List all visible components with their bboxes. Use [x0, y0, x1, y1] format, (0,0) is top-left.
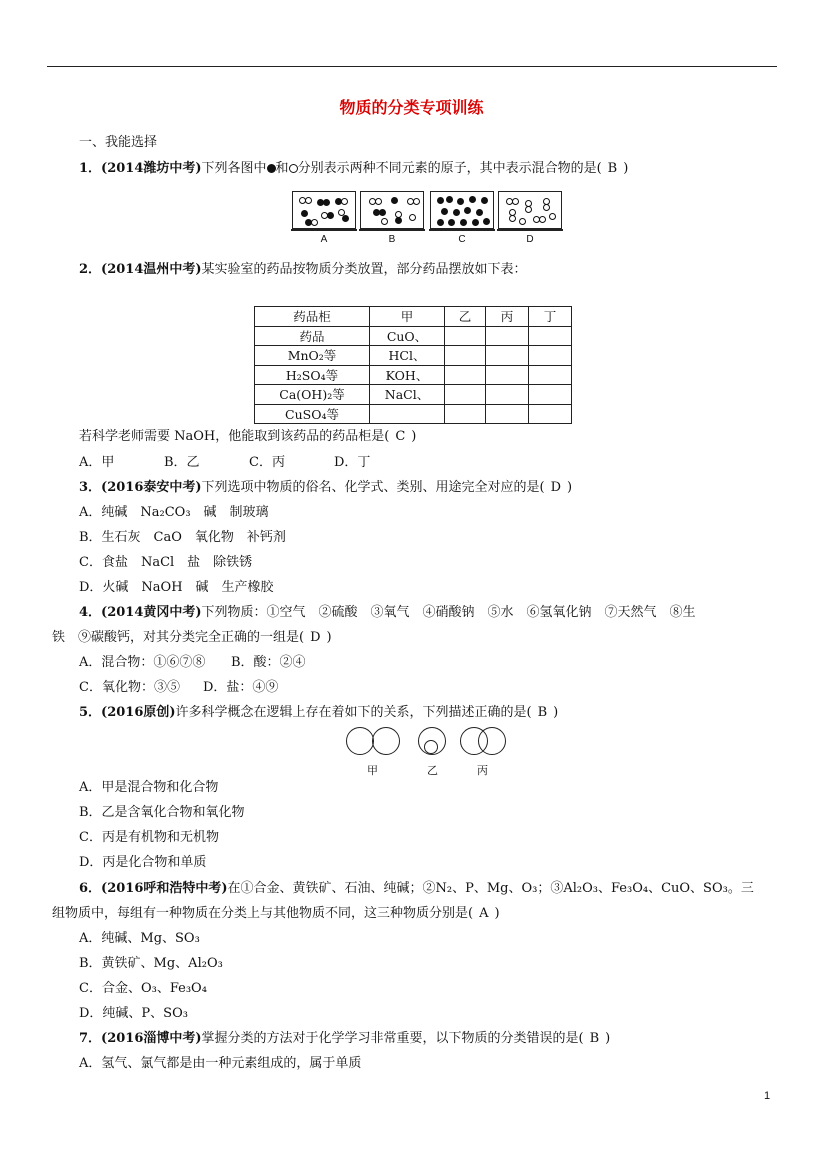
option-a: A．纯碱 Na₂CO₃ 碱 制玻璃: [79, 505, 269, 520]
question-4-options-2: C．氧化物：③⑤ D．盐：④⑨: [79, 680, 279, 695]
drug-cabinet-table: [254, 306, 572, 424]
option-d: D．火碱 NaOH 碱 生产橡胶: [79, 580, 274, 595]
answer: B: [537, 705, 548, 720]
question-3: 3．(2016泰安中考)下列选项中物质的俗名、化学式、类别、用途完全对应的是( D ): [79, 480, 573, 495]
white-atom-icon: [289, 164, 298, 173]
question-5: 5．(2016原创)许多科学概念在逻辑上存在着如下的关系，下列描述正确的是( B ): [79, 705, 559, 720]
question-source: (2014潍坊中考): [101, 161, 202, 176]
question-1: 1．(2014潍坊中考)下列各图中 和 分别表示两种不同元素的原子，其中表示混合物的是( B ): [79, 161, 629, 176]
option-c: C．合金、O₃、Fe₃O₄: [79, 981, 207, 996]
q1-figure: [292, 191, 564, 247]
option-b: B．黄铁矿、Mg、Al₂O₃: [79, 956, 223, 971]
venn-label-bing: 丙: [477, 764, 488, 777]
table-row: CuSO₄等: [255, 404, 572, 424]
answer: C: [395, 429, 406, 444]
question-2-options: A．甲 B．乙 C．丙 D．丁: [79, 455, 371, 470]
page-title: 物质的分类专项训练: [339, 98, 484, 117]
option-d: D．丙是化合物和单质: [79, 855, 207, 870]
question-2: 2．(2014温州中考)某实验室的药品按物质分类放置，部分药品摆放如下表：: [79, 262, 527, 277]
option-d: D．纯碱、P、SO₃: [79, 1006, 188, 1021]
section-heading: 一、我能选择: [79, 135, 158, 150]
figure-box-b: [360, 191, 424, 229]
page-number: 1: [764, 1090, 771, 1102]
question-4-options-1: A．混合物：①⑥⑦⑧ B．酸：②④: [79, 655, 306, 670]
answer: A: [479, 906, 489, 921]
table-row: 药品 CuO、: [255, 326, 572, 346]
option-c: C．食盐 NaCl 盐 除铁锈: [79, 555, 253, 570]
table-header-row: 药品柜 甲 乙 丙 丁: [255, 307, 572, 327]
option-a: A．氢气、氯气都是由一种元素组成的，属于单质: [79, 1056, 362, 1071]
venn-label-yi: 乙: [427, 764, 438, 777]
option-a: A．甲是混合物和化合物: [79, 780, 219, 795]
option-c: C．丙是有机物和无机物: [79, 830, 219, 845]
question-7: 7．(2016淄博中考)掌握分类的方法对于化学学习非常重要，以下物质的分类错误的是( B ): [79, 1031, 611, 1046]
question-4: 4．(2014黄冈中考)下列物质：①空气 ②硫酸 ③氧气 ④硝酸钠 ⑤水 ⑥氢氧化钠 ⑦天然气 ⑧生: [79, 605, 696, 620]
figure-label-a: A: [320, 234, 328, 245]
table-row: H₂SO₄等 KOH、: [255, 365, 572, 385]
figure-label-b: B: [388, 234, 396, 245]
question-6-cont: 组物质中，每组有一种物质在分类上与其他物质不同，这三种物质分别是( A ): [52, 906, 500, 921]
answer: B: [607, 161, 618, 176]
figure-label-d: D: [526, 234, 534, 245]
question-6: 6．(2016呼和浩特中考)在①合金、黄铁矿、石油、纯碱；②N₂、P、Mg、O₃；③Al₂O₃、Fe₃O₄、CuO、SO₃。三: [79, 881, 754, 896]
question-4-cont: 铁 ⑨碳酸钙，对其分类完全正确的一组是( D ): [52, 630, 332, 645]
figure-box-c: [430, 191, 494, 229]
figure-box-d: [498, 191, 562, 229]
table-row: Ca(OH)₂等 NaCl、: [255, 385, 572, 405]
option-a: A．纯碱、Mg、SO₃: [79, 931, 200, 946]
header-rule: [47, 66, 777, 67]
option-b: B．生石灰 CaO 氧化物 补钙剂: [79, 530, 286, 545]
question-2-prompt: 若科学老师需要 NaOH，他能取到该药品的药品柜是( C ): [79, 429, 417, 444]
question-number: 1．: [79, 161, 102, 176]
figure-box-a: [292, 191, 356, 229]
answer: B: [589, 1031, 600, 1046]
answer: D: [310, 630, 321, 645]
table-row: MnO₂等 HCl、: [255, 346, 572, 366]
black-atom-icon: [267, 164, 276, 173]
option-b: B．乙是含氧化合物和氧化物: [79, 805, 245, 820]
figure-label-c: C: [458, 234, 466, 245]
answer: D: [550, 480, 562, 495]
venn-label-jia: 甲: [367, 764, 378, 777]
